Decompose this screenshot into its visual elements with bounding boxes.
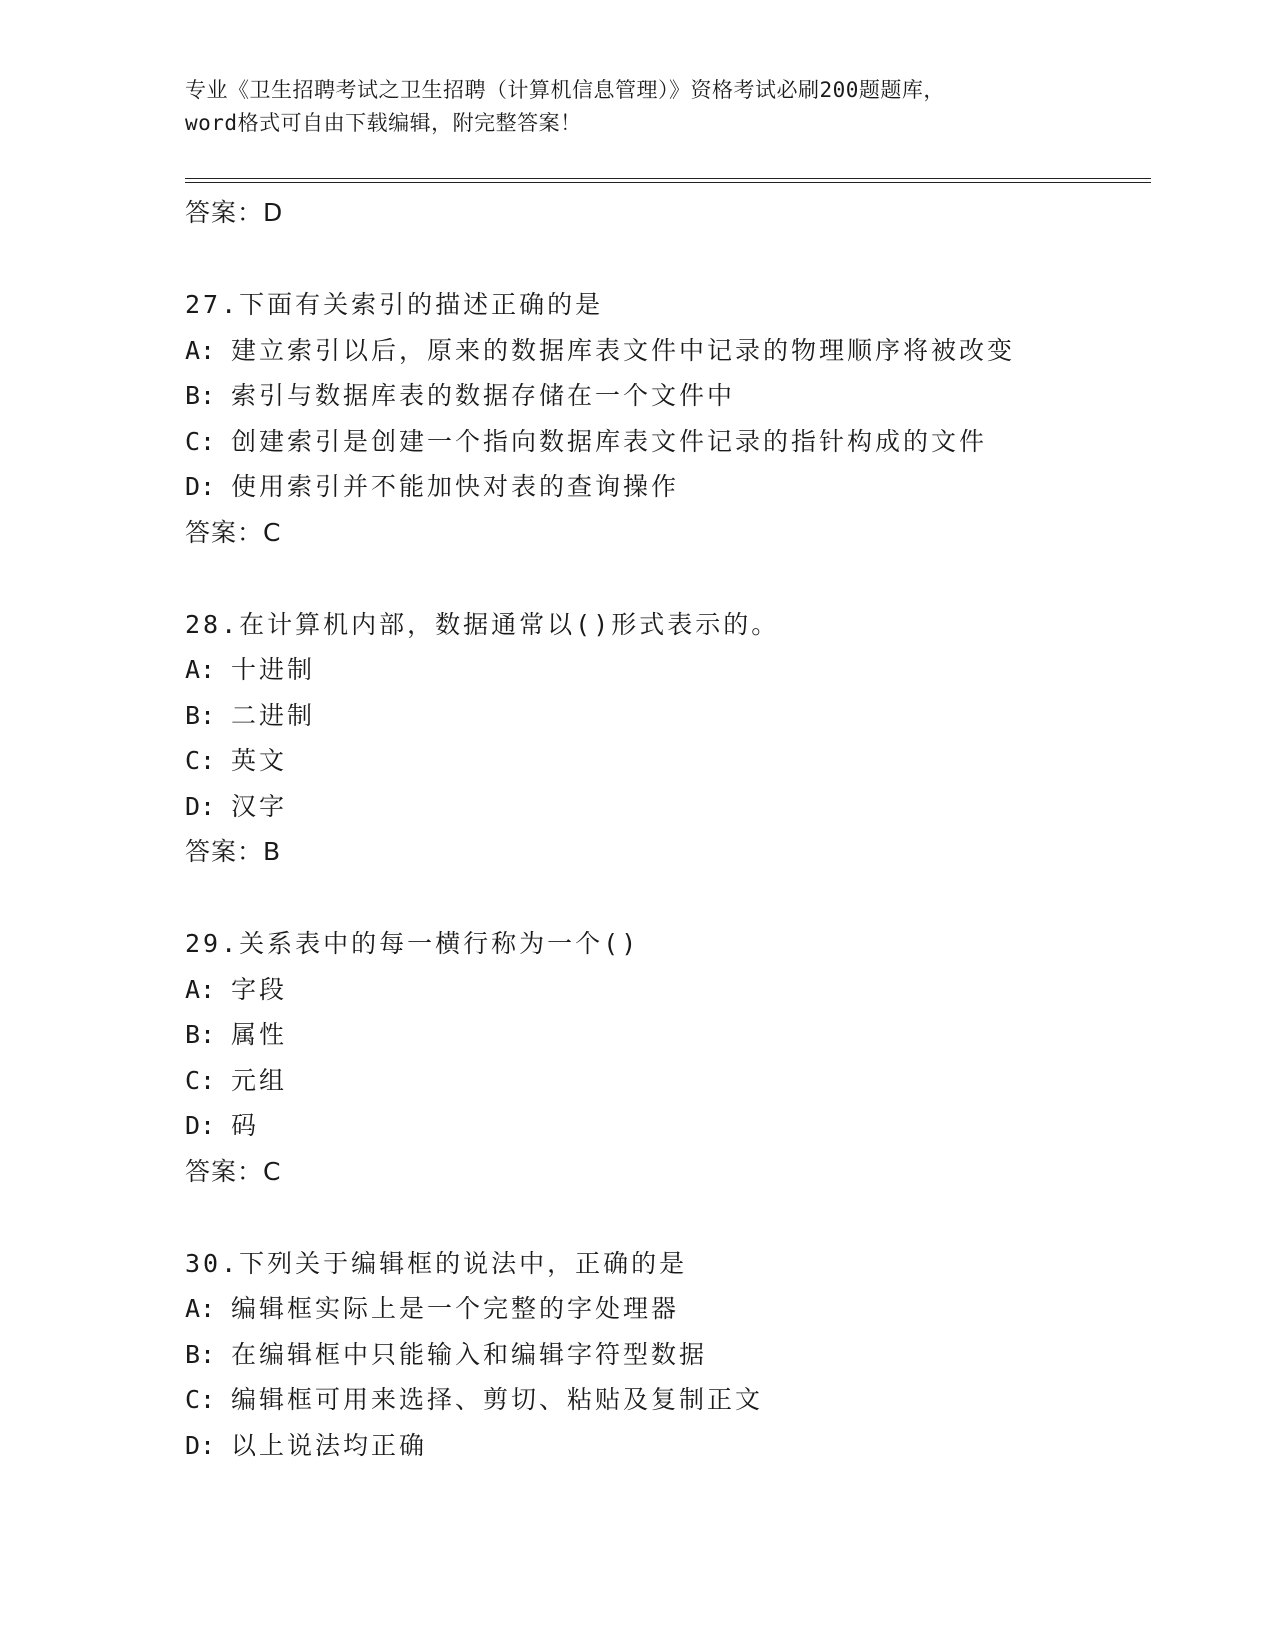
option-c [185,1058,1145,1104]
option-key: D: [185,791,216,821]
option-a [185,647,1145,693]
option-key: A: [185,335,216,365]
option-d [185,1103,1145,1149]
answer-line: 答案：D [185,198,284,227]
option-text: 码 [231,1111,260,1140]
option-text: 创建索引是创建一个指向数据库表文件记录的指针构成的文件 [231,426,988,456]
question-27 [185,282,1145,555]
question-title: 27.下面有关索引的描述正确的是 [185,290,604,319]
header-divider [185,178,1151,183]
option-text: 汉字 [231,791,288,821]
option-c [185,738,1145,784]
option-text: 十进制 [231,655,316,684]
option-text: 建立索引以后，原来的数据库表文件中记录的物理顺序将被改变 [231,335,1016,365]
question-title: 29.关系表中的每一横行称为一个() [185,929,640,958]
option-b [185,1012,1145,1058]
header-line-1: 专业《卫生招聘考试之卫生招聘（计算机信息管理）》资格考试必刷200题题库， [185,78,945,102]
header-line-2: word格式可自由下载编辑，附完整答案！ [185,111,582,135]
option-key: B: [185,1020,216,1049]
question-28 [185,602,1145,875]
option-a [185,1286,1145,1332]
answer-line: 答案：C [185,517,282,547]
option-key: B: [185,381,216,410]
option-a [185,967,1145,1013]
option-key: A: [185,974,216,1004]
option-key: B: [185,700,216,730]
answer-line: 答案：B [185,837,282,866]
option-key: C: [185,426,216,456]
option-b [185,693,1145,739]
question-30 [185,1241,1145,1469]
option-text: 索引与数据库表的数据存储在一个文件中 [231,381,736,410]
option-text: 编辑框实际上是一个完整的字处理器 [231,1294,680,1323]
option-key: D: [185,1111,216,1140]
option-text: 字段 [231,974,288,1004]
option-key: B: [185,1339,216,1369]
option-text: 属性 [231,1020,288,1049]
option-d [185,1423,1145,1469]
question-29 [185,921,1145,1194]
option-key: C: [185,1065,216,1095]
question-title: 28.在计算机内部，数据通常以()形式表示的。 [185,609,780,639]
answer-line: 答案：C [185,1156,282,1186]
option-text: 在编辑框中只能输入和编辑字符型数据 [231,1339,708,1369]
option-key: D: [185,472,216,501]
option-d [185,784,1145,830]
option-text: 使用索引并不能加快对表的查询操作 [231,472,680,501]
option-c [185,419,1145,465]
option-a [185,328,1145,374]
option-text: 编辑框可用来选择、剪切、粘贴及复制正文 [231,1385,764,1414]
option-text: 二进制 [231,700,316,730]
option-text: 元组 [231,1065,288,1095]
option-key: D: [185,1430,216,1460]
option-b [185,373,1145,419]
option-key: C: [185,1385,216,1414]
option-key: A: [185,655,216,684]
option-b [185,1332,1145,1378]
page-header [185,74,1085,140]
option-key: C: [185,746,216,775]
option-key: A: [185,1294,216,1323]
option-d [185,464,1145,510]
option-c [185,1377,1145,1423]
question-title: 30.下列关于编辑框的说法中，正确的是 [185,1248,688,1278]
question-list [185,190,1145,1468]
option-text: 以上说法均正确 [231,1430,428,1460]
option-text: 英文 [231,746,288,775]
